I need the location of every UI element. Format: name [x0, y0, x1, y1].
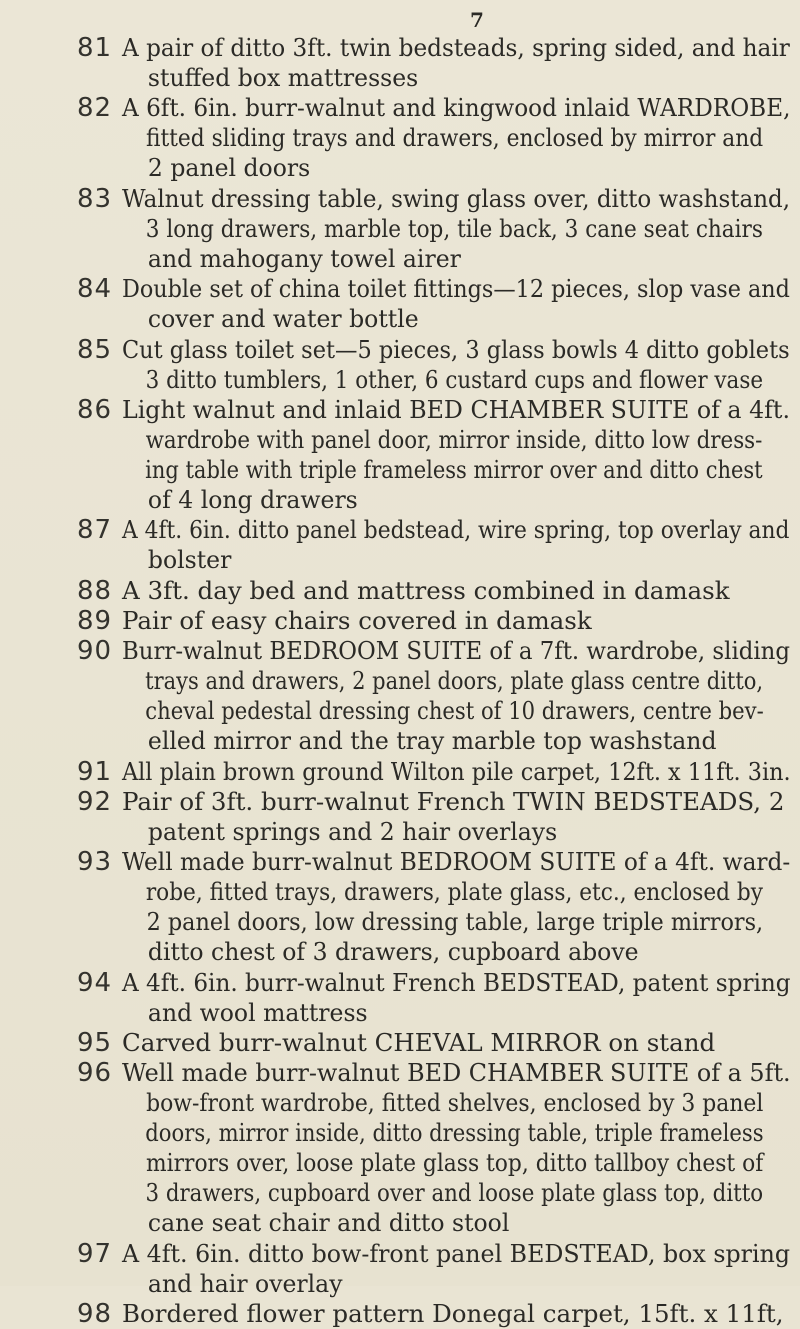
description-line: Burr-walnut BEDROOM SUITE of a 7ft. wardrobe, sliding: [122, 636, 790, 665]
description-line: ditto chest of 3 drawers, cupboard above: [147, 937, 639, 967]
description-line: cheval pedestal dressing chest of 10 drawers, centre bev-: [145, 696, 764, 725]
lot-number: 91: [77, 756, 113, 787]
description-line: 3 ditto tumblers, 1 other, 6 custard cups and flower vase: [145, 364, 764, 394]
lot-number: 89: [77, 605, 113, 636]
lot-number: 87: [77, 515, 113, 546]
description-line: Well made burr-walnut BED CHAMBER SUITE of a 5ft.: [122, 1058, 791, 1088]
description-line: Well made burr-walnut BEDROOM SUITE of a 4ft. ward-: [122, 847, 791, 877]
description-line: All plain brown ground Wilton pile carpet, 12ft. x 11ft. 3in.: [122, 756, 791, 786]
description-line: of 4 long drawers: [147, 484, 358, 514]
lot-number: 88: [77, 575, 113, 606]
lot-description: [122, 757, 790, 787]
description-line: A pair of ditto 3ft. twin bedsteads, spring sided, and hair: [122, 33, 790, 62]
description-line: elled mirror and the tray marble top washstand: [147, 726, 717, 755]
description-line: A 6ft. 6in. burr-walnut and kingwood inlaid WARDROBE,: [122, 93, 791, 123]
lot-description: [122, 606, 790, 636]
description-line: robe, fitted trays, drawers, plate glass, etc., enclosed by: [145, 877, 763, 907]
lot-number: 95: [77, 1027, 113, 1058]
lot-number: 85: [77, 334, 113, 365]
description-line: cover and water bottle: [147, 304, 419, 334]
lot-description: [122, 576, 790, 606]
description-line: stuffed box mattresses: [147, 63, 419, 92]
description-line: bolster: [147, 545, 232, 575]
lot-description: [122, 847, 790, 967]
lot-number: 83: [77, 183, 113, 214]
lot-number: 81: [77, 33, 113, 63]
lot-description: [122, 335, 790, 395]
lot-number: 93: [77, 847, 113, 878]
description-line: ing table with triple frameless mirror over and ditto chest: [145, 454, 763, 484]
description-line: A 4ft. 6in. ditto bow-front panel BEDSTEAD, box spring: [122, 1239, 791, 1268]
lot-description: [122, 787, 790, 847]
lot-number: 90: [77, 636, 113, 666]
description-line: A 4ft. 6in. burr-walnut French BEDSTEAD, patent spring: [122, 967, 791, 997]
lot-number: 96: [77, 1058, 113, 1089]
lot-number: 94: [77, 967, 113, 998]
lot-description: [122, 1239, 790, 1299]
lot-description: [122, 636, 790, 756]
lot-description: [122, 1028, 790, 1058]
lot-description: [122, 184, 790, 274]
lot-description: [122, 395, 790, 515]
description-line: Bordered flower pattern Donegal carpet, 15ft. x 11ft,: [122, 1299, 784, 1329]
lot-number: 92: [77, 786, 113, 817]
description-line: A 3ft. day bed and mattress combined in damask: [122, 575, 730, 605]
lot-description: [122, 968, 790, 1028]
lot-number: 98: [77, 1299, 113, 1329]
lot-number: 97: [77, 1239, 113, 1269]
description-line: bow-front wardrobe, fitted shelves, enclosed by 3 panel: [146, 1088, 764, 1118]
description-line: A 4ft. 6in. ditto panel bedstead, wire spring, top overlay and: [122, 515, 790, 545]
page-mark: 7: [470, 8, 484, 32]
lot-description: [122, 274, 790, 334]
description-line: Cut glass toilet set—5 pieces, 3 glass bowls 4 ditto goblets: [122, 334, 790, 364]
description-line: Carved burr-walnut CHEVAL MIRROR on stand: [122, 1027, 716, 1057]
description-line: 2 panel doors: [147, 153, 311, 183]
lot-number: 84: [77, 274, 113, 305]
description-line: Double set of china toilet fittings—12 pieces, slop vase and: [122, 274, 790, 304]
lot-number: 82: [77, 93, 113, 124]
description-line: and hair overlay: [147, 1269, 343, 1298]
description-line: patent springs and 2 hair overlays: [147, 816, 558, 846]
description-line: cane seat chair and ditto stool: [147, 1208, 510, 1238]
description-line: Pair of 3ft. burr-walnut French TWIN BEDSTEADS, 2: [122, 786, 785, 816]
description-line: mirrors over, loose plate glass top, ditto tallboy chest of: [146, 1148, 764, 1178]
lot-description: [122, 1058, 790, 1238]
description-line: Light walnut and inlaid BED CHAMBER SUITE of a 4ft.: [122, 394, 790, 424]
lot-description: [122, 1299, 790, 1329]
description-line: fitted sliding trays and drawers, enclosed by mirror and: [145, 123, 764, 153]
description-line: 2 panel doors, low dressing table, large triple mirrors,: [146, 907, 764, 937]
lot-description: [122, 93, 790, 183]
description-line: and wool mattress: [147, 997, 368, 1027]
lot-number: 86: [77, 394, 113, 425]
description-line: and mahogany towel airer: [147, 243, 461, 273]
description-line: Pair of easy chairs covered in damask: [122, 605, 592, 635]
description-line: doors, mirror inside, ditto dressing table, triple frameless: [145, 1118, 764, 1148]
description-line: trays and drawers, 2 panel doors, plate glass centre ditto,: [145, 666, 764, 695]
description-line: wardrobe with panel door, mirror inside, ditto low dress-: [145, 424, 763, 454]
description-line: 3 drawers, cupboard over and loose plate glass top, ditto: [145, 1178, 764, 1208]
description-line: Walnut dressing table, swing glass over, ditto washstand,: [122, 183, 791, 213]
lot-description: [122, 33, 790, 93]
description-line: 3 long drawers, marble top, tile back, 3 cane seat chairs: [145, 213, 763, 243]
lot-description: [122, 515, 790, 575]
